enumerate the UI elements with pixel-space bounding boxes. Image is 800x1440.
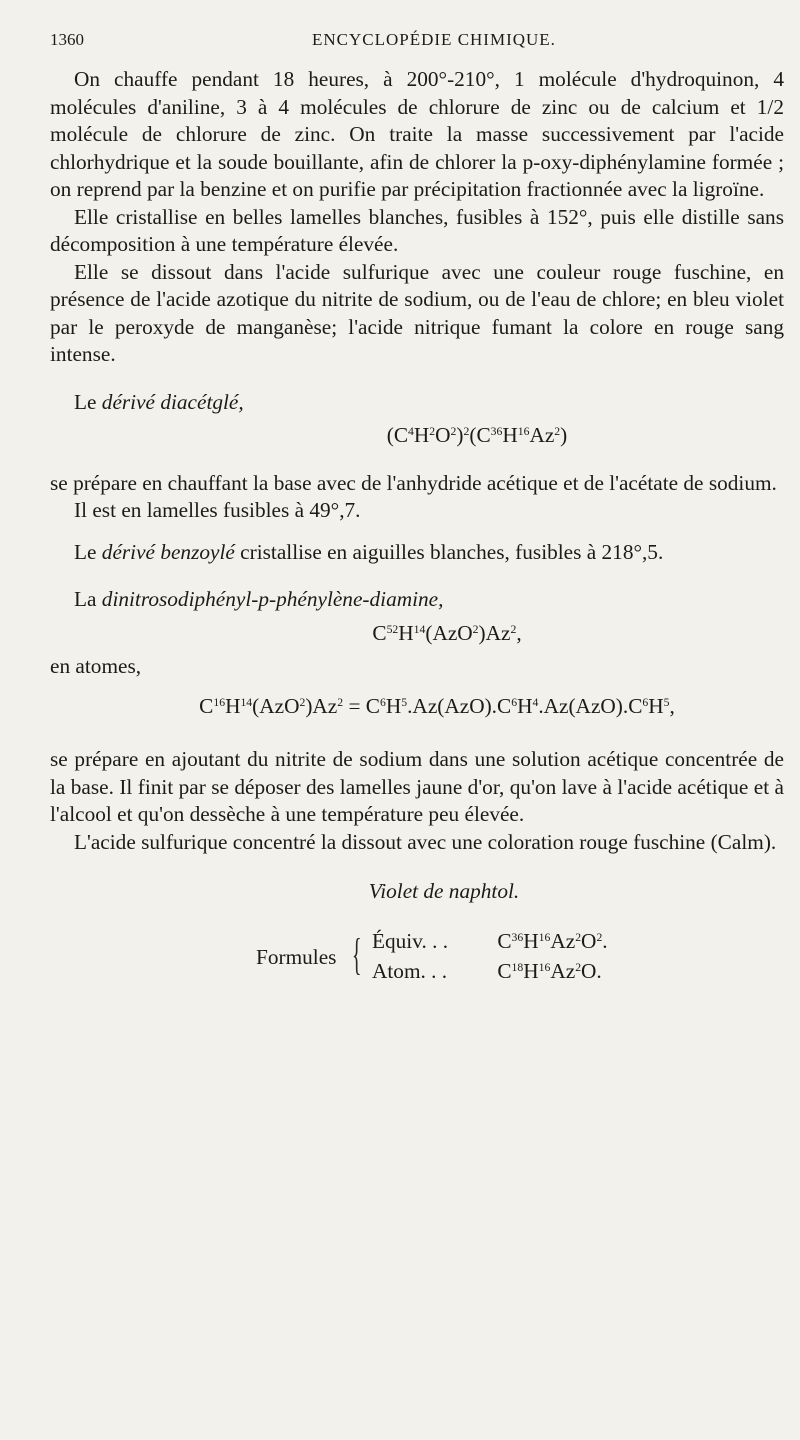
- page-header: [50, 30, 786, 54]
- page-number: 1360: [50, 30, 84, 49]
- formula-atom-name: Atom. . .: [372, 958, 448, 983]
- formula-dinitroso-equiv: $C^{52}H^{14}(AzO^2)Az^2$,: [372, 620, 522, 645]
- paragraph-benzoyl: [50, 539, 784, 567]
- paragraph-dinitroso-heading: [50, 586, 784, 614]
- paragraph-in-atoms: en atomes,: [50, 654, 142, 678]
- paragraph-reactions: Elle se dissout dans l'acide sulfurique avec une couleur rouge fuschine, en présence de l'acide azotique du nitrite de sodium, ou de l'eau de chlore; en bleu violet par le peroxyde de manganèse; l'acide nitrique fumant la colore en rouge sang intense.: [50, 259, 784, 366]
- formula-atom-value: $C^{18}H^{16}Az^2O$.: [497, 958, 602, 983]
- dinitroso-prefix: La: [74, 587, 102, 611]
- running-title: ENCYCLOPÉDIE CHIMIQUE.: [312, 30, 556, 49]
- benzoyl-prefix: Le: [74, 539, 102, 564]
- formula-equiv-row: [372, 928, 608, 956]
- section-title: Violet de naphtol.: [368, 879, 520, 903]
- formula-equiv-value: $C^{36}H^{16}Az^2O^2$.: [497, 928, 608, 953]
- paragraph-diacetyl-prep: se prépare en chauffant la base avec de l'anhydride acétique et de l'acétate de sodium.: [50, 470, 777, 495]
- paragraph-diacetyl-mp: Il est en lamelles fusibles à 49°,7.: [74, 498, 361, 522]
- paragraph-dinitroso-prep: se prépare en ajoutant du nitrite de sodium dans une solution acétique concentrée de la base. Il finit par se déposer des lamelles jaune d'or, qu'on lave à l'acide acétique et à l'alcool et qu'on dessèche à une température peu élevée.: [50, 747, 784, 826]
- benzoyl-term: dérivé benzoylé: [101, 539, 235, 564]
- paragraph-dinitroso-reaction: L'acide sulfurique concentré la dissout avec une coloration rouge fuschine (Calm).: [74, 829, 777, 854]
- paragraph-crystallisation: Elle cristallise en belles lamelles blanches, fusibles à 152°, puis elle distille sans décomposition à une température élevée.: [50, 204, 784, 256]
- formulas-label: Formules: [256, 944, 337, 969]
- diacetyl-prefix: Le: [74, 389, 102, 414]
- paragraph-diacetyl-heading: [50, 389, 784, 417]
- formula-diacetyl: $(C^4H^2O^2)^2(C^{36}H^{16}Az^2)$: [386, 423, 568, 447]
- dinitroso-term: dinitrosodiphényl-p-phénylène-diamine,: [101, 587, 444, 611]
- body-text: [50, 66, 784, 992]
- formula-atom-row: [372, 958, 602, 986]
- brace-symbol: {: [352, 929, 362, 979]
- benzoyl-rest: cristallise en aiguilles blanches, fusibles à 218°,5.: [234, 539, 664, 564]
- formulas-block: [50, 928, 784, 992]
- paragraph-preparation: On chauffe pendant 18 heures, à 200°-210°, 1 molécule d'hydroquinon, 4 molécules d'aniline, 3 à 4 molécules de chlorure de zinc ou de calcium et 1/2 molécule de chlorure de zinc. On traite la masse successivement par l'acide chlorhydrique et la soude bouillante, afin de chlorer la p-oxy-diphénylamine formée ; on reprend par la benzine et on purifie par précipitation fractionnée avec la ligroïne.: [50, 67, 784, 201]
- formula-dinitroso-atoms: $C^{16}H^{14}(AzO^2)Az^2 = C^6H^5.Az(AzO).C^6H^4.Az(AzO).C^6H^5$,: [199, 693, 675, 718]
- formula-equiv-name: Équiv. . .: [372, 928, 449, 953]
- diacetyl-term: dérivé diacétglé,: [101, 389, 244, 414]
